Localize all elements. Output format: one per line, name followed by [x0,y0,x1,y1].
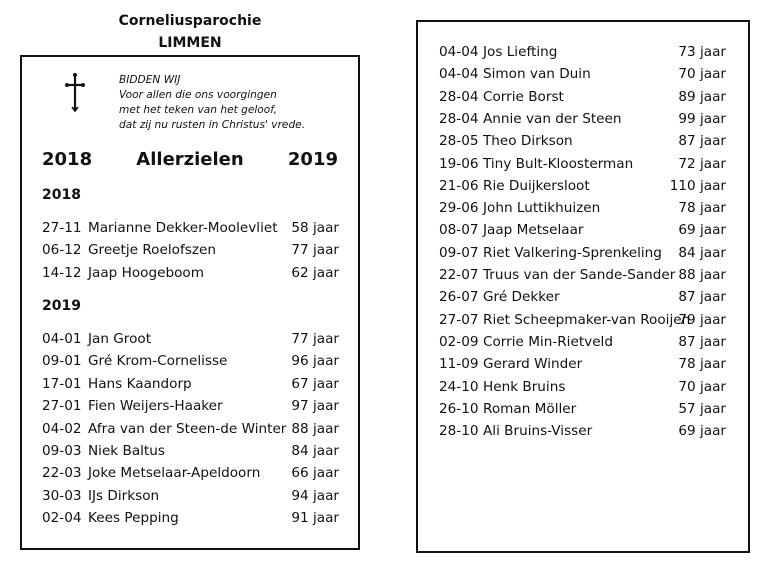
entry-age: 67 jaar [291,375,339,392]
parish-place: LIMMEN [158,35,222,51]
entry-age: 87 jaar [678,333,726,350]
memorial-entry [439,242,726,264]
entry-date: 09-03 [42,443,82,459]
entry-age: 89 jaar [678,88,726,105]
entry-name: Jaap Hoogeboom [88,264,204,281]
entry-date: 09-07 [439,244,479,261]
memorial-entry [42,262,339,284]
entry-name: Simon van Duin [483,66,591,83]
entry-name: Ali Bruins-Visser [483,423,593,440]
memorial-entry [439,153,726,175]
memorial-entry [439,353,726,375]
entry-age: 72 jaar [678,155,726,172]
entry-name: Hans Kaandorp [88,375,192,392]
entry-age: 94 jaar [291,487,339,504]
entry-name: Truus van der Sande-Sander [483,267,676,283]
memorial-entry [42,373,339,395]
memorial-entry [439,219,726,241]
entry-age: 62 jaar [291,264,339,281]
memorial-entry [439,108,726,130]
entry-name: Greetje Roelofszen [88,242,216,259]
entry-name: Afra van der Steen-de Winter [88,420,287,437]
entry-date: 28-05 [439,133,479,150]
entry-name: Rie Duijkersloot [483,177,590,194]
entry-age: 77 jaar [291,242,339,259]
left-panel [20,55,360,550]
entry-date: 17-01 [42,375,82,392]
memorial-entry [439,376,726,398]
prayer-line: met het teken van het geloof, [119,104,278,116]
entry-age: 70 jaar [678,66,726,83]
entry-date: 29-06 [439,200,479,217]
entry-age: 96 jaar [291,353,339,370]
entry-name: Joke Metselaar-Apeldoorn [88,465,261,482]
prayer-line: Voor allen die ons voorgingen [119,89,277,101]
entry-age: 91 jaar [291,510,339,527]
entry-age: 97 jaar [291,398,339,415]
memorial-entry [42,239,339,261]
entry-date: 04-01 [42,331,82,347]
entry-date: 08-07 [439,222,479,239]
entry-date: 21-06 [439,177,479,194]
title-year-left: 2018 [42,149,93,170]
entry-name: IJs Dirkson [88,487,160,504]
entry-name: Henk Bruins [483,378,566,395]
entry-age: 88 jaar [678,267,726,283]
memorial-entry [439,175,726,197]
title-row [22,149,358,173]
memorial-entry [439,309,726,331]
entry-name: Kees Pepping [88,510,179,527]
entry-age: 87 jaar [678,133,726,150]
entry-age: 84 jaar [678,244,726,261]
entry-name: Fien Weijers-Haaker [88,398,223,415]
entry-name: Jos Liefting [483,44,558,60]
entry-date: 28-04 [439,88,479,105]
entry-name: Annie van der Steen [483,110,622,127]
entry-date: 02-09 [439,333,479,350]
entry-date: 26-07 [439,289,479,306]
entry-name: John Luttikhuizen [483,200,601,217]
entry-age: 88 jaar [291,420,339,437]
entry-age: 73 jaar [678,44,726,60]
memorial-entry [42,418,339,440]
cross-icon [63,72,87,112]
entry-age: 57 jaar [678,400,726,417]
title-year-right: 2019 [287,149,338,170]
entry-name: Gré Krom-Cornelisse [88,353,228,370]
entry-date: 09-01 [42,353,82,370]
memorial-entry [42,328,339,350]
entry-date: 04-04 [439,44,479,60]
entry-date: 22-03 [42,465,82,482]
entry-name: Jaap Metselaar [483,222,584,239]
entry-date: 27-01 [42,398,82,415]
memorial-entry [439,197,726,219]
entry-age: 66 jaar [291,465,339,482]
entry-name: Riet Scheepmaker-van Rooijen [483,311,691,328]
entry-date: 04-02 [42,420,82,437]
memorial-entry [439,264,726,286]
right-panel [416,20,750,553]
entry-date: 27-11 [42,220,82,236]
entry-age: 84 jaar [291,443,339,459]
entry-date: 14-12 [42,264,82,281]
entry-age: 77 jaar [291,331,339,347]
entry-date: 06-12 [42,242,82,259]
section-year-heading: 2019 [42,298,81,314]
memorial-entry [439,286,726,308]
entry-name: Corrie Borst [483,88,564,105]
entry-date: 19-06 [439,155,479,172]
entry-date: 28-04 [439,110,479,127]
entry-age: 69 jaar [678,423,726,440]
entry-date: 02-04 [42,510,82,527]
entry-name: Tiny Bult-Kloosterman [483,155,634,172]
entry-age: 99 jaar [678,110,726,127]
entry-age: 58 jaar [291,220,339,236]
entry-age: 87 jaar [678,289,726,306]
entry-date: 11-09 [439,356,479,373]
memorial-entry [439,331,726,353]
entry-name: Theo Dirkson [483,133,573,150]
memorial-entry [42,350,339,372]
entry-name: Corrie Min-Rietveld [483,333,613,350]
parish-name: Corneliusparochie [118,13,262,29]
entry-age: 110 jaar [669,177,726,194]
entry-date: 30-03 [42,487,82,504]
memorial-entry [42,217,339,239]
prayer-text [119,73,305,133]
entry-name: Gré Dekker [483,289,560,306]
memorial-entry [439,63,726,85]
memorial-entry [42,395,339,417]
entry-date: 26-10 [439,400,479,417]
entry-name: Riet Valkering-Sprenkeling [483,244,662,261]
memorial-entry [439,41,726,63]
entry-name: Jan Groot [88,331,152,347]
entry-date: 27-07 [439,311,479,328]
memorial-entry [439,86,726,108]
entry-name: Niek Baltus [88,443,165,459]
memorial-entry [42,440,339,462]
entry-date: 28-10 [439,423,479,440]
entry-age: 78 jaar [678,200,726,217]
entry-age: 78 jaar [678,356,726,373]
prayer-line: BIDDEN WIJ [119,74,181,86]
memorial-entry [439,420,726,442]
entry-name: Gerard Winder [483,356,583,373]
entry-age: 79 jaar [678,311,726,328]
entry-name: Marianne Dekker-Moolevliet [88,220,278,236]
memorial-entry [439,130,726,152]
prayer-line: dat zij nu rusten in Christus' vrede. [119,119,306,131]
entry-name: Roman Möller [483,400,577,417]
memorial-entry [42,485,339,507]
memorial-entry [42,507,339,529]
page-title: Allerzielen [136,149,244,170]
memorial-entry [42,462,339,484]
entry-date: 04-04 [439,66,479,83]
entry-date: 22-07 [439,267,479,283]
memorial-entry [439,398,726,420]
entry-age: 70 jaar [678,378,726,395]
entry-age: 69 jaar [678,222,726,239]
entry-date: 24-10 [439,378,479,395]
section-year-heading: 2018 [42,187,81,203]
